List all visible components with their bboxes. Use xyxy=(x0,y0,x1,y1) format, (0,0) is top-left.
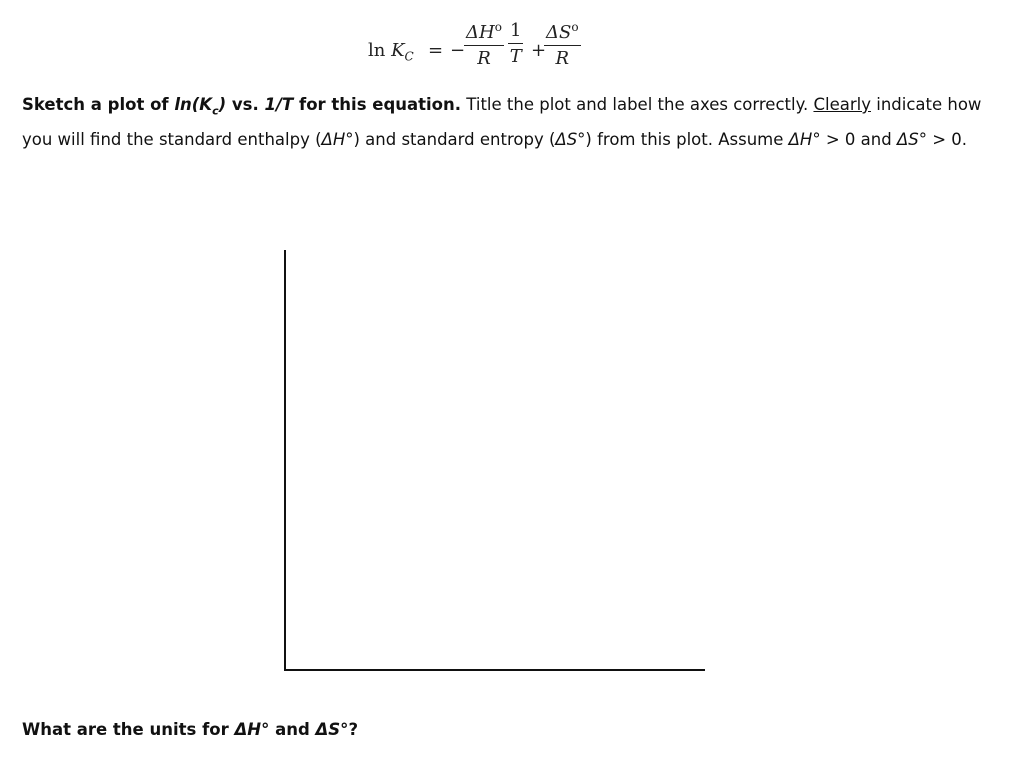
y-axis-line xyxy=(284,250,286,671)
x-axis-line xyxy=(284,669,705,671)
instructions-paragraph: Sketch a plot of $\ln(K_c)$ vs. 1/T for this equation. Title the plot and label the axes correctly. Clearly indicate how you will find the standard enthalpy (ΔH°) and standard entropy (ΔS°) from this plot. Assume ΔH° > 0 and ΔS° > 0. xyxy=(22,95,982,150)
units-question: What are the units for ΔH° and ΔS°? xyxy=(22,720,359,739)
equation-lhs: $\ln K_C$ xyxy=(368,40,414,64)
minus-sign: − xyxy=(450,40,466,61)
blank-plot-area xyxy=(284,250,704,672)
fraction-entropy: $\Delta S^o$ R xyxy=(546,20,579,69)
plus-sign: + xyxy=(531,40,547,61)
fraction-inverse-t: $\frac{1}{T}$ xyxy=(509,20,522,67)
equation xyxy=(368,18,608,82)
clearly-underlined: Clearly xyxy=(813,95,871,114)
fraction-enthalpy: $\Delta H^o$ R xyxy=(466,20,502,69)
equals-sign: = xyxy=(428,40,444,61)
